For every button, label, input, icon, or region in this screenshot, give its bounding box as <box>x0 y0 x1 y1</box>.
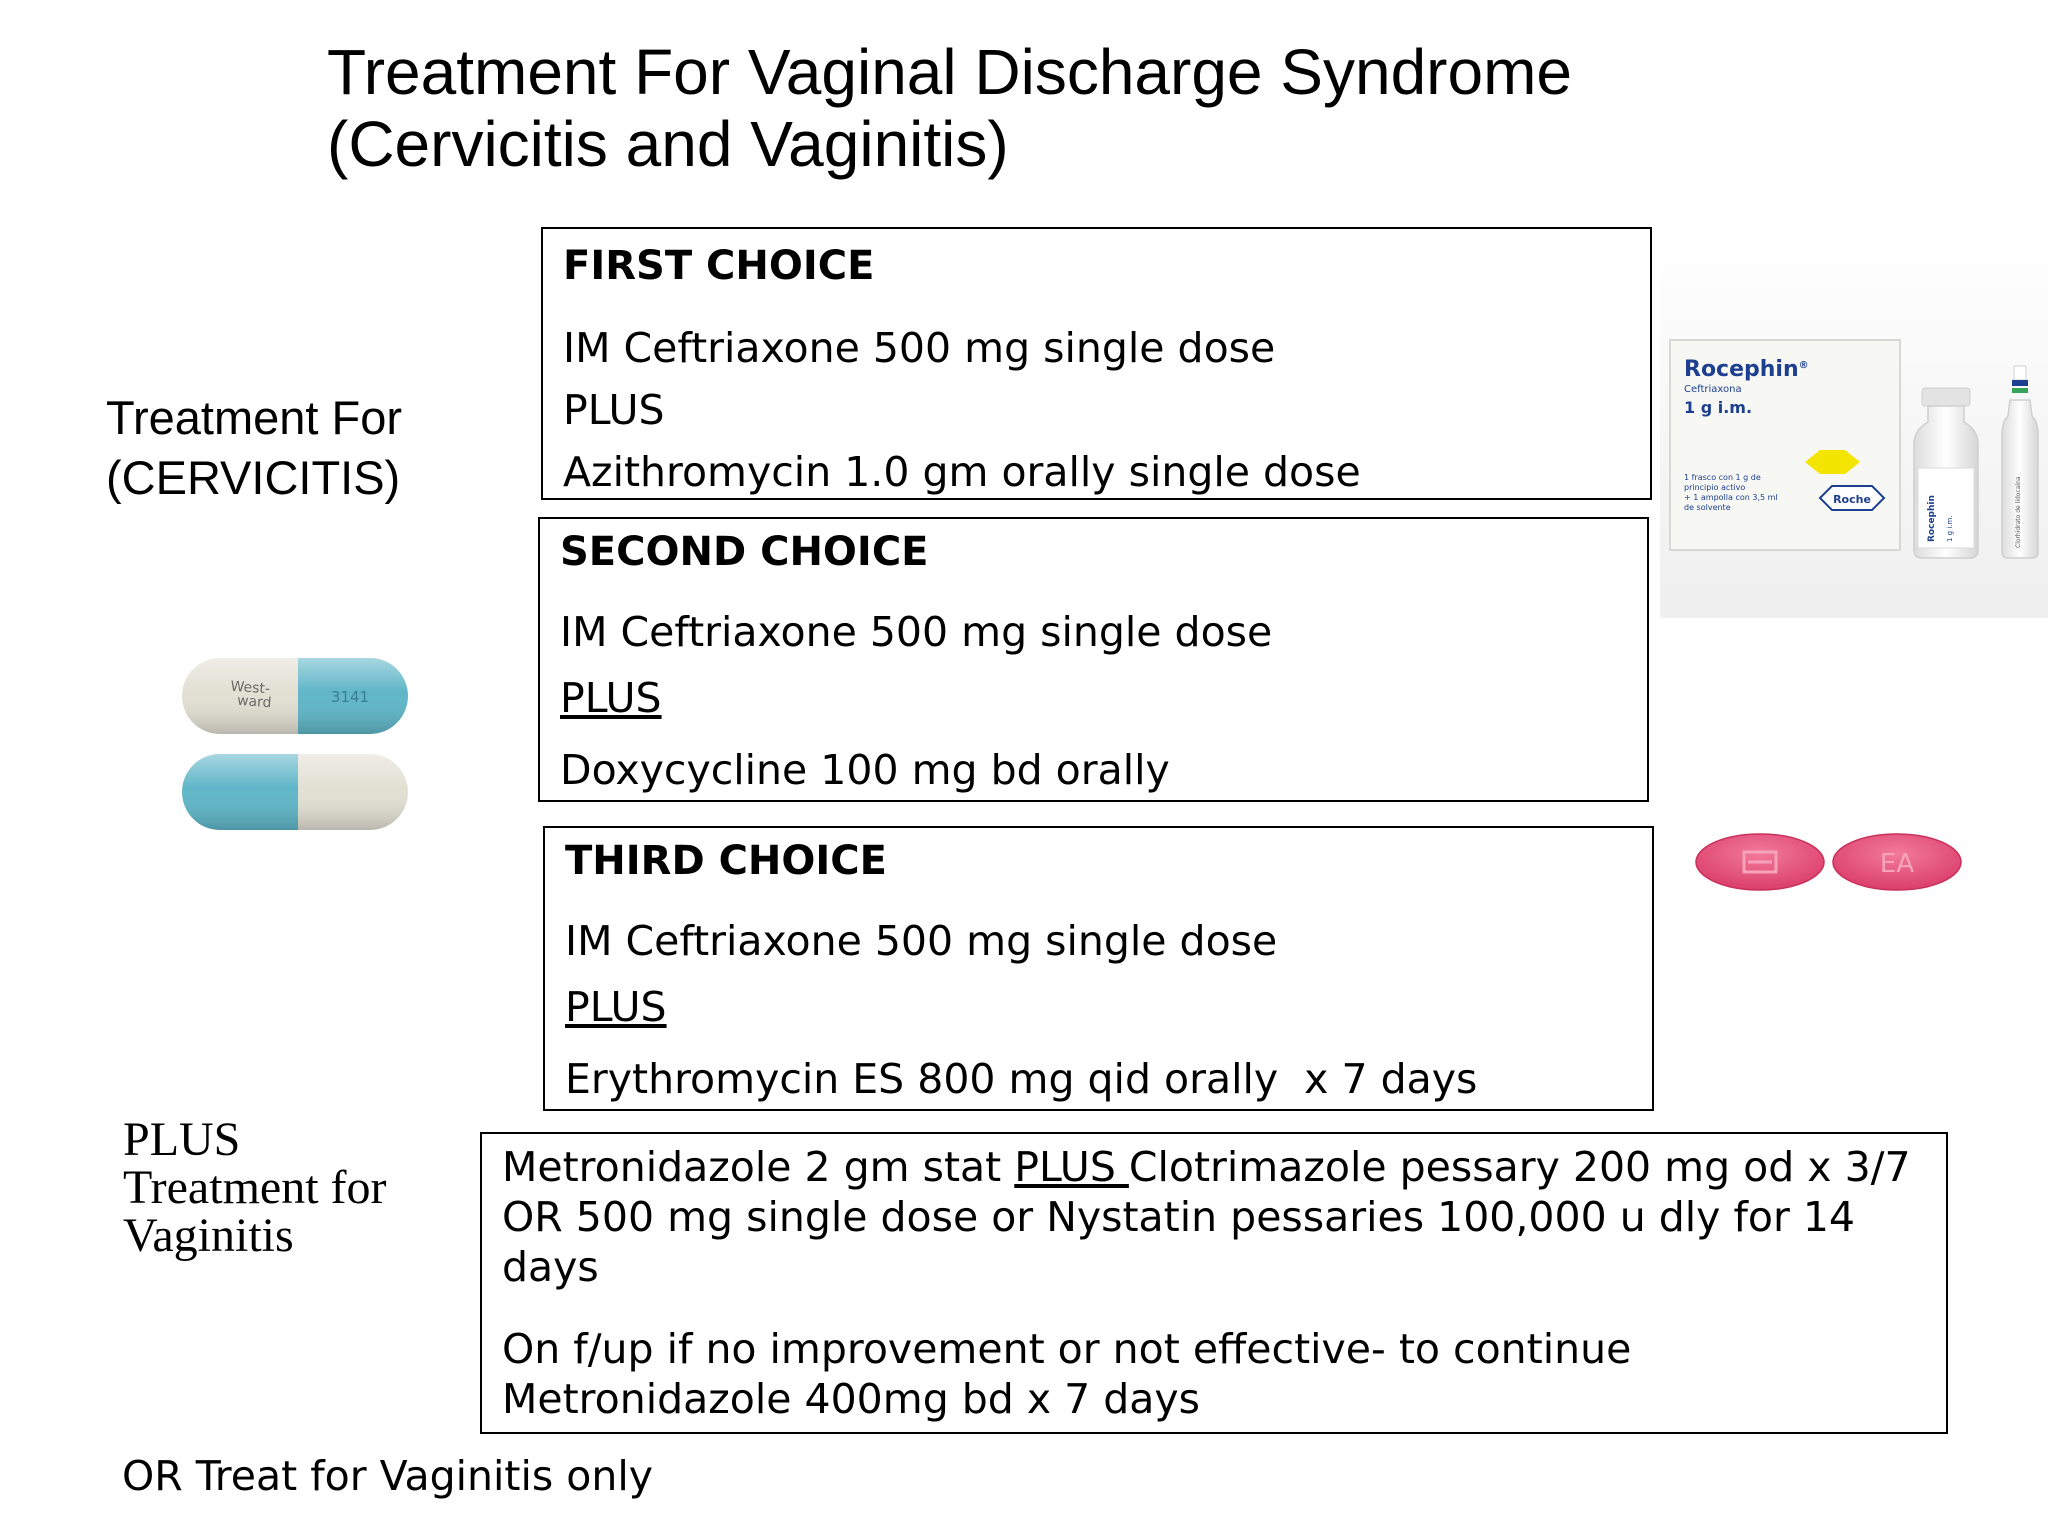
ampoule-label-text: Clorhidrato de lidocaína <box>2015 476 2022 548</box>
footer-note: OR Treat for Vaginitis only <box>122 1452 653 1500</box>
rocephin-brand: Rocephin® <box>1684 357 1809 382</box>
vaginitis-p2-line-2: Metronidazole 400mg bd x 7 days <box>502 1375 1201 1423</box>
cervicitis-label-line-2: (CERVICITIS) <box>106 451 401 504</box>
vaginitis-label-line-1: PLUS <box>123 1113 241 1166</box>
slide-title <box>327 36 1727 180</box>
tablet-imprint-ea: EA <box>1879 849 1915 879</box>
capsule-top <box>182 658 408 734</box>
vaginitis-treatment-box <box>480 1132 1948 1434</box>
rocephin-contents-4: de solvente <box>1684 503 1731 512</box>
capsule-imprint-westward-1: West- <box>230 678 271 698</box>
vaginitis-p1-line-2: OR 500 mg single dose or Nystatin pessaries 100,000 u dly for 14 <box>502 1193 1856 1241</box>
first-choice-line-1: IM Ceftriaxone 500 mg single dose <box>563 324 1276 372</box>
first-choice-plus: PLUS <box>563 386 665 434</box>
vaginitis-p1-plus: PLUS <box>1014 1143 1129 1191</box>
third-choice-line-1: IM Ceftriaxone 500 mg single dose <box>565 917 1278 965</box>
rocephin-product-photo <box>1660 230 2048 618</box>
vaginitis-p1-line-1 <box>502 1142 1926 1192</box>
vial-label-text: Rocephin <box>1927 495 1937 542</box>
ampoule-band-green <box>2012 388 2028 393</box>
rocephin-contents-1: 1 frasco con 1 g de <box>1684 473 1761 482</box>
vaginitis-label-line-2: Treatment for <box>123 1161 387 1214</box>
doxycycline-capsules-photo <box>180 650 415 835</box>
second-choice-box <box>538 517 1649 802</box>
rocephin-dose: 1 g i.m. <box>1684 398 1753 417</box>
vial-label-dose: 1 g i.m. <box>1946 515 1954 542</box>
vaginitis-paragraph-2 <box>502 1324 1926 1424</box>
vaginitis-p2-line-1: On f/up if no improvement or not effective- to continue <box>502 1325 1632 1373</box>
ampoule-tip <box>2014 366 2026 380</box>
roche-logo-text: Roche <box>1833 493 1871 506</box>
cervicitis-label <box>106 388 402 508</box>
third-choice-heading: THIRD CHOICE <box>565 838 887 884</box>
second-choice-heading: SECOND CHOICE <box>560 529 929 575</box>
capsule-imprint-code: 3141 <box>330 688 370 706</box>
capsule-bottom <box>182 754 408 830</box>
rocephin-generic: Ceftriaxona <box>1684 384 1742 395</box>
first-choice-heading: FIRST CHOICE <box>563 243 875 289</box>
vaginitis-p1-part-a: Metronidazole 2 gm stat <box>502 1143 1015 1191</box>
vaginitis-label-line-3: Vaginitis <box>123 1209 294 1262</box>
third-choice-line-3: Erythromycin ES 800 mg qid orally x 7 days <box>565 1055 1478 1103</box>
third-choice-plus: PLUS <box>565 983 667 1031</box>
rocephin-contents-2: principio activo <box>1684 483 1746 492</box>
capsule-top-shading <box>182 658 408 734</box>
second-choice-plus: PLUS <box>560 674 662 722</box>
vaginitis-paragraph-1 <box>502 1142 1926 1292</box>
vial-cap <box>1922 388 1970 406</box>
vaginitis-label <box>123 1113 387 1262</box>
vaginitis-p1-line-3: days <box>502 1243 599 1291</box>
rocephin-contents-3: + 1 ampolla con 3,5 ml <box>1684 493 1778 502</box>
second-choice-line-3: Doxycycline 100 mg bd orally <box>560 746 1170 794</box>
slide-title-line-1: Treatment For Vaginal Discharge Syndrome <box>327 36 1572 108</box>
second-choice-line-1: IM Ceftriaxone 500 mg single dose <box>560 608 1273 656</box>
capsule-bottom-shading <box>182 754 408 830</box>
erythromycin-tablets-photo <box>1692 830 1967 895</box>
third-choice-box <box>543 826 1654 1111</box>
first-choice-box <box>541 227 1652 500</box>
slide-title-line-2: (Cervicitis and Vaginitis) <box>327 108 1009 180</box>
capsule-imprint-westward-2: ward <box>236 692 273 712</box>
ampoule-band-blue <box>2012 380 2028 386</box>
cervicitis-label-line-1: Treatment For <box>106 391 402 444</box>
first-choice-line-3: Azithromycin 1.0 gm orally single dose <box>563 448 1361 496</box>
vaginitis-p1-part-b: Clotrimazole pessary 200 mg od x 3/7 <box>1128 1143 1911 1191</box>
